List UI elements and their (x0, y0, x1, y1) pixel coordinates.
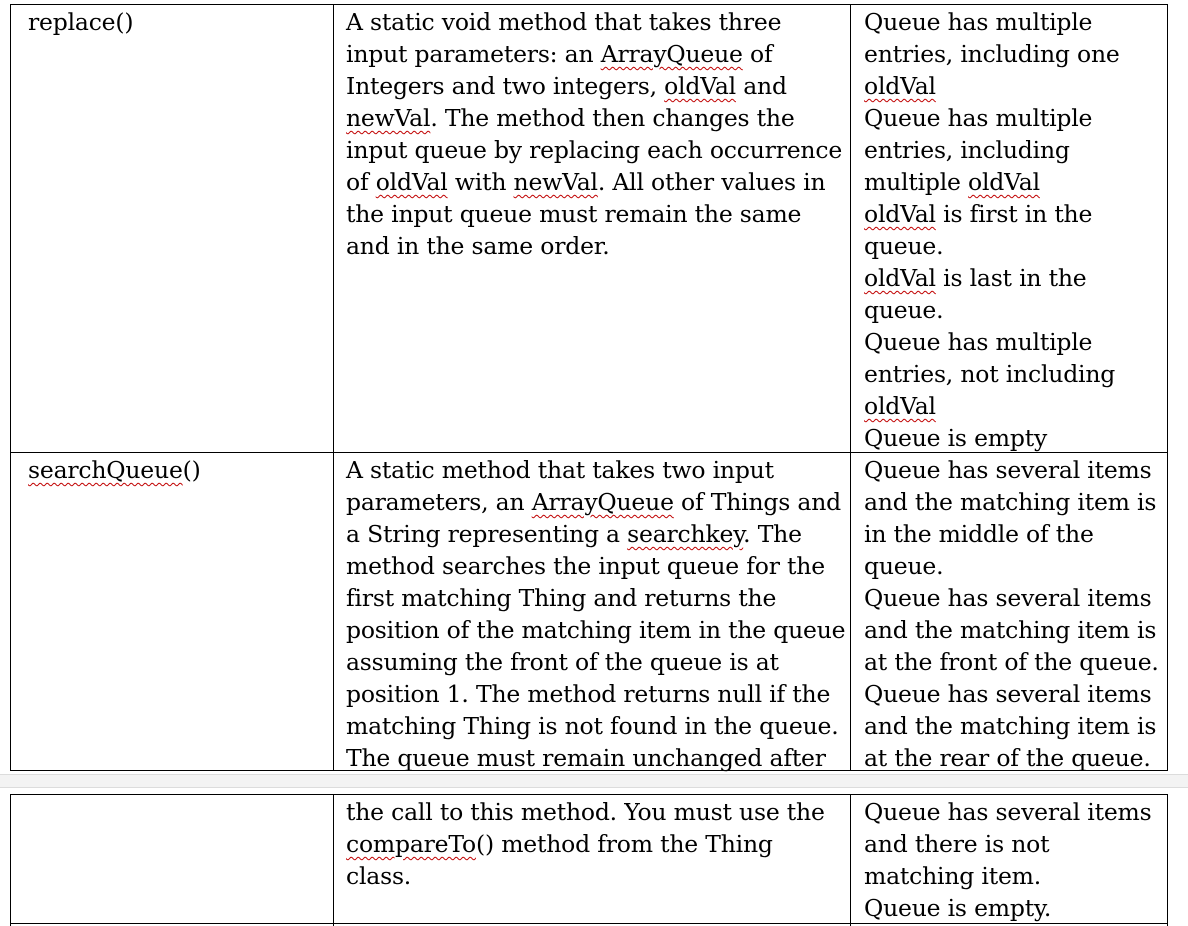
description-line: method searches the input queue for the (346, 552, 825, 580)
test-case-line: entries, not including (864, 360, 1116, 388)
test-case-line (864, 70, 936, 102)
column-border-1 (333, 4, 334, 771)
test-case-line: and there is not (864, 830, 1050, 858)
description-line: position of the matching item in the queue (346, 616, 846, 644)
column-border-2 (850, 4, 851, 771)
test-case-line: and the matching item is (864, 712, 1157, 740)
description-line: first matching Thing and returns the (346, 584, 777, 612)
description-line: the input queue must remain the same (346, 200, 802, 228)
spellcheck-word: oldVal (864, 264, 936, 292)
test-case-line: Queue has several items (864, 798, 1152, 826)
description-line: parameters, an ArrayQueue of Things and (346, 488, 841, 516)
description-line: and in the same order. (346, 232, 610, 260)
spellcheck-word: ArrayQueue (600, 40, 743, 68)
description-line: newVal. The method then changes the (346, 104, 795, 132)
test-case-line: and the matching item is (864, 616, 1157, 644)
spellcheck-word: newVal (346, 104, 431, 132)
table-top-border (10, 794, 1168, 795)
description-line: the call to this method. You must use the (346, 798, 825, 826)
spellcheck-word: compareTo (346, 830, 476, 858)
test-case-line: queue. (864, 552, 944, 580)
test-case-line: queue. (864, 232, 944, 260)
column-border-2 (850, 794, 851, 926)
column-border-left (10, 4, 11, 771)
test-case-line: at the front of the queue. (864, 648, 1159, 676)
description-line: A static method that takes two input (346, 456, 774, 484)
test-case-line: oldVal is last in the (864, 264, 1087, 292)
test-case-line: Queue is empty. (864, 894, 1052, 922)
description-line: position 1. The method returns null if the (346, 680, 831, 708)
test-case-line: in the middle of the (864, 520, 1094, 548)
table-top-border (10, 4, 1168, 5)
test-case-line: oldVal is first in the (864, 200, 1093, 228)
test-case-line: Queue has several items (864, 680, 1152, 708)
description-line: compareTo() method from the Thing (346, 830, 773, 858)
spellcheck-word: oldVal (968, 168, 1040, 196)
description-line: input parameters: an ArrayQueue of (346, 40, 773, 68)
spellcheck-word: oldVal (864, 72, 936, 100)
test-case-line: Queue has several items (864, 584, 1152, 612)
column-border-right (1167, 4, 1168, 771)
test-case-line (864, 390, 936, 422)
spellcheck-word: oldVal (864, 200, 936, 228)
spellcheck-word: oldVal (664, 72, 736, 100)
test-case-line: Queue has multiple (864, 104, 1093, 132)
test-case-line: multiple oldVal (864, 168, 1040, 196)
description-line: a String representing a searchkey. The (346, 520, 802, 548)
column-border-right (1167, 794, 1168, 926)
test-case-line: Queue has multiple (864, 8, 1093, 36)
method-name: replace() (28, 8, 134, 36)
description-line: Integers and two integers, oldVal and (346, 72, 787, 100)
description-line: of oldVal with newVal. All other values in (346, 168, 826, 196)
test-case-line: Queue has several items (864, 456, 1152, 484)
spellcheck-word: oldVal (864, 392, 936, 420)
page-break (0, 774, 1188, 788)
description-line: class. (346, 862, 412, 890)
test-case-line: entries, including (864, 136, 1070, 164)
description-line: The queue must remain unchanged after (346, 744, 826, 772)
test-case-line: at the rear of the queue. (864, 744, 1151, 772)
description-line: input queue by replacing each occurrence (346, 136, 843, 164)
description-line: matching Thing is not found in the queue. (346, 712, 839, 740)
description-line: assuming the front of the queue is at (346, 648, 779, 676)
spellcheck-word: newVal (513, 168, 598, 196)
test-case-line: Queue has multiple (864, 328, 1093, 356)
test-case-line: matching item. (864, 862, 1042, 890)
description-line: A static void method that takes three (346, 8, 782, 36)
spellcheck-word: ArrayQueue (531, 488, 674, 516)
method-name: searchQueue() (28, 456, 201, 484)
test-case-line: entries, including one (864, 40, 1120, 68)
test-case-line: Queue is empty (864, 424, 1048, 452)
test-case-line: queue. (864, 296, 944, 324)
spellcheck-word: searchQueue (28, 456, 183, 484)
spellcheck-word: searchkey (627, 520, 744, 548)
column-border-left (10, 794, 11, 926)
column-border-1 (333, 794, 334, 926)
test-case-line: and the matching item is (864, 488, 1157, 516)
spellcheck-word: oldVal (375, 168, 448, 196)
